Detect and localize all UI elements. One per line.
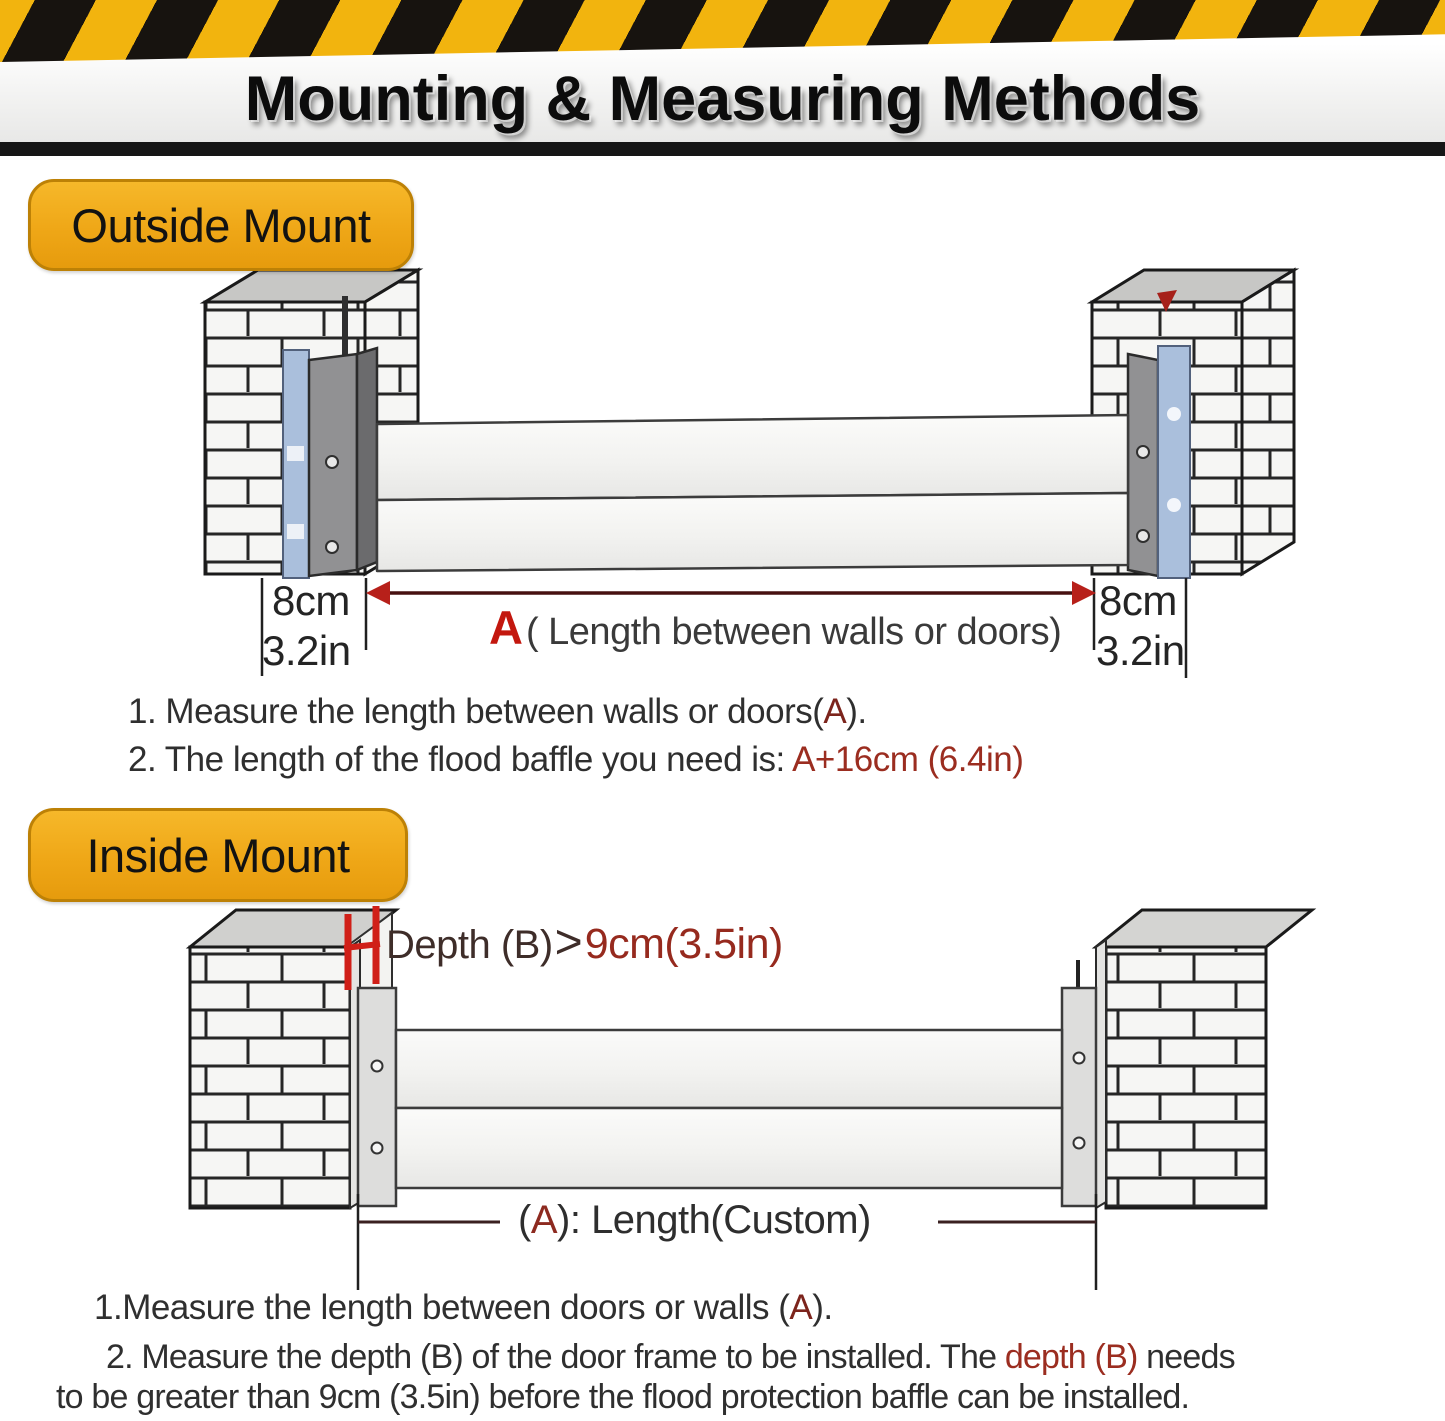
outside-step-1 <box>128 692 867 732</box>
inside-step-1 <box>94 1288 833 1328</box>
inside-step-1-text: 1.Measure the length between doors or walls ( <box>94 1288 790 1327</box>
inside-step-2 <box>106 1338 1235 1377</box>
seal-mark <box>287 524 304 539</box>
channel-side <box>357 348 377 570</box>
channel-front <box>358 988 396 1206</box>
screw-hole <box>326 541 338 553</box>
depth-value: 9cm(3.5in) <box>584 920 783 968</box>
outside-mount-badge <box>28 179 414 271</box>
outside-span-annotation <box>489 600 1061 655</box>
screw-hole <box>1074 1138 1085 1149</box>
outside-right-offset-cm: 8cm <box>1099 577 1177 624</box>
pillar-front-face <box>1106 947 1266 1208</box>
length-description: ): Length(Custom) <box>557 1198 871 1242</box>
barrier-panel-top <box>377 415 1128 500</box>
seal-strip <box>1158 346 1190 578</box>
seal-mark <box>1167 498 1181 512</box>
inside-left-channel <box>358 988 396 1206</box>
depth-marker-crossbar <box>344 944 380 948</box>
outside-step-2-formula: A+16cm (6.4in) <box>792 740 1024 779</box>
span-description: ( Length between walls or doors) <box>525 611 1062 653</box>
screw-hole <box>1074 1053 1085 1064</box>
outside-right-offset-inch: 3.2in <box>1096 627 1185 674</box>
seal-mark <box>1167 407 1181 421</box>
outside-step-1-end: ). <box>846 692 867 731</box>
screw-hole <box>1137 530 1149 542</box>
inside-right-channel <box>1062 960 1096 1206</box>
pillar-side-face <box>1242 270 1294 574</box>
seal-mark <box>287 446 304 461</box>
barrier-panel-top <box>396 1030 1062 1108</box>
inside-step-2-end: needs <box>1137 1338 1235 1376</box>
barrier-panel-bottom <box>396 1108 1062 1188</box>
inside-mount-badge <box>28 808 408 902</box>
inside-step-2-text: 2. Measure the depth (B) of the door frame to be installed. The <box>106 1338 1005 1376</box>
outside-step-2 <box>128 740 1023 780</box>
inside-step-1-letter: A <box>789 1288 813 1327</box>
page-title: Mounting & Measuring Methods <box>244 64 1201 134</box>
inside-length-annotation <box>518 1198 871 1243</box>
span-letter-a: A <box>489 601 523 654</box>
inside-right-pillar <box>1096 910 1312 1208</box>
inside-mount-badge-label: Inside Mount <box>86 828 350 882</box>
outside-mount-badge-label: Outside Mount <box>71 198 371 252</box>
channel-pin <box>1076 960 1080 990</box>
greater-than-sign: > <box>554 916 583 969</box>
header-divider <box>0 142 1445 156</box>
barrier-panel-bottom <box>377 493 1128 571</box>
depth-label: Depth (B) <box>386 923 553 967</box>
inside-barrier-panels <box>396 1030 1062 1188</box>
pillar-top-face <box>1096 910 1312 947</box>
outside-left-offset-inch: 3.2in <box>262 627 351 674</box>
length-open-paren: ( <box>518 1198 531 1242</box>
channel-front <box>1062 988 1096 1206</box>
inside-step-1-end: ). <box>812 1288 833 1327</box>
inside-step-3-text: to be greater than 9cm (3.5in) before the flood protection baffle can be installed. <box>56 1378 1190 1416</box>
inside-step-2-depth: depth (B) <box>1004 1338 1138 1376</box>
screw-hole <box>372 1061 383 1072</box>
pillar-edge-face <box>1096 940 1106 1208</box>
inside-step-3 <box>56 1378 1189 1417</box>
pillar-front-face <box>190 947 350 1208</box>
outside-step-1-text: 1. Measure the length between walls or doors( <box>128 692 824 731</box>
outside-left-offset-cm: 8cm <box>272 577 350 624</box>
screw-hole <box>372 1143 383 1154</box>
channel-pin <box>342 296 348 360</box>
outside-barrier-panels <box>377 415 1128 571</box>
outside-step-2-text: 2. The length of the flood baffle you need is: <box>128 740 793 779</box>
span-arrow-head-left <box>366 581 390 605</box>
title-banner <box>0 44 1445 142</box>
inside-depth-annotation <box>386 915 783 970</box>
outside-step-1-letter: A <box>823 692 847 731</box>
screw-hole <box>326 456 338 468</box>
seal-strip <box>283 350 309 578</box>
span-arrow-head-right <box>1072 581 1096 605</box>
screw-hole <box>1137 446 1149 458</box>
length-letter-a: A <box>530 1198 558 1242</box>
